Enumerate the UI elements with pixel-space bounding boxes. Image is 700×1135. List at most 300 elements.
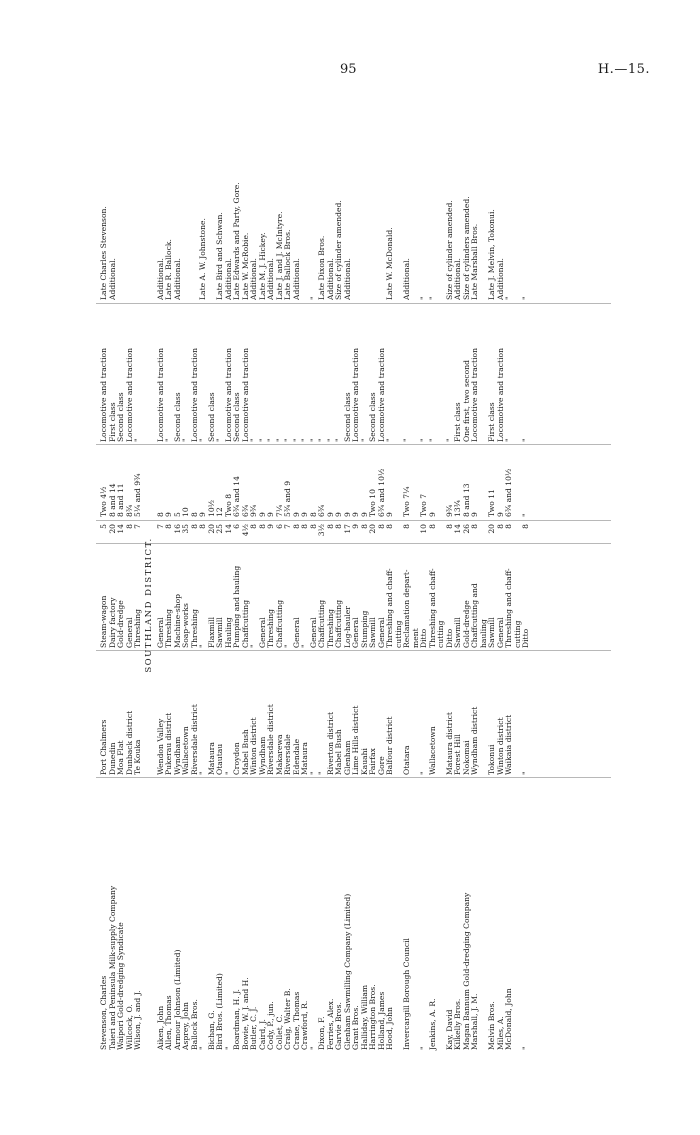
cell-rem: Late Marshall Bros. — [470, 223, 479, 300]
cell-name: Asprey, John — [181, 1002, 190, 1050]
cell-n2: 13¾ — [453, 499, 462, 517]
cell-purpose: Soap-works — [181, 603, 190, 648]
cell-name: Jenkins, A. R. — [427, 998, 437, 1050]
cell-purpose: Pumping and hauling — [232, 565, 241, 648]
cell-n1: 6 — [232, 524, 241, 529]
cell-name: Bichan, G. — [206, 1010, 216, 1050]
cell-rem: Late Dixon Bros. — [317, 235, 326, 300]
cell-rem: Late Charles Stevenson. — [99, 206, 108, 300]
cell-cls: Second class — [342, 392, 352, 442]
cell-cls: " — [274, 438, 284, 442]
cell-n2: 8 and 14 — [107, 483, 117, 517]
cell-place: Forest Hill — [453, 734, 462, 775]
cell-cls: Locomotive and traction — [223, 348, 233, 442]
cell-cls: Second class — [116, 392, 125, 442]
cell-purpose: Sawmill — [487, 617, 496, 648]
cell-cls: First class — [453, 402, 462, 442]
cell-place: Wyndham — [172, 736, 182, 775]
cell-n2: 9 — [334, 512, 343, 517]
cell-place: Moa Flat — [116, 740, 125, 775]
cell-n1: 8 — [249, 524, 258, 529]
cell-cls: Locomotive and traction — [124, 348, 134, 442]
cell-rem: Size of cylinder amended. — [444, 200, 454, 300]
cell-n1: 25 — [215, 524, 224, 534]
cell-purpose: Chaffcutting — [274, 599, 284, 648]
cell-n1: 20 — [206, 524, 216, 534]
cell-cls: " — [504, 438, 513, 442]
cell-n2: 9 — [359, 512, 369, 517]
cell-place: Riverton district — [325, 711, 335, 775]
cell-n1: 9 — [266, 524, 275, 529]
table-row — [514, 160, 523, 1050]
cell-cls: " — [427, 438, 437, 442]
cell-purpose: hauling — [478, 619, 488, 648]
cell-name: Armour Johnson (Limited) — [172, 949, 182, 1050]
cell-rem: Additional. — [342, 258, 352, 300]
cell-n2: Two 10 — [368, 489, 377, 517]
cell-name: Crane, Thomas — [291, 991, 301, 1050]
cell-purpose: General — [495, 617, 505, 648]
cell-rem: Late Bird and Schwan. — [215, 212, 224, 300]
cell-n2: 10 — [181, 507, 190, 517]
cell-purpose: Threshing — [325, 608, 335, 648]
cell-name: Collet, C. — [274, 1014, 284, 1050]
cell-cls: Locomotive and traction — [470, 348, 479, 442]
cell-cls: " — [419, 438, 428, 442]
cell-place: Riversdale district — [266, 704, 275, 775]
cell-place: Lime Hills district — [351, 705, 360, 775]
table-row — [293, 160, 302, 1050]
table-row — [412, 160, 421, 1050]
cell-name: Halliday, William — [359, 984, 369, 1050]
cell-cls: " — [317, 438, 326, 442]
cell-place: Mabel Bush — [240, 729, 250, 775]
cell-rem: Late A. W. Johnstone. — [198, 218, 207, 300]
cell-cls: One first, two second — [461, 360, 471, 442]
cell-place: Waikaia district — [504, 714, 513, 775]
cell-place: Port Chalmers — [99, 719, 108, 775]
cell-rem: Size of cylinder amended. — [334, 200, 343, 300]
cell-name: McDonald, John — [504, 988, 513, 1050]
cell-n1: 14 — [223, 524, 233, 534]
cell-rem: Additional. — [453, 258, 462, 300]
cell-name: Glenham Sawmilling Company (Limited) — [342, 893, 352, 1050]
table-row — [522, 160, 531, 1050]
cell-cls: " — [444, 438, 454, 442]
cell-place: Pukerau district — [164, 712, 173, 775]
cell-n2: " — [521, 513, 530, 517]
cell-rem: Additional. — [325, 258, 335, 300]
cell-place: Croydon — [232, 742, 241, 775]
cell-name: Allen, Thomas — [164, 995, 173, 1050]
table-row — [344, 160, 353, 1050]
cell-place: Wallacetown — [181, 726, 190, 775]
cell-place: Otatara — [402, 745, 411, 775]
cell-cls: " — [308, 438, 318, 442]
cell-rem: Additional. — [172, 258, 182, 300]
cell-n2: 12 — [215, 507, 224, 517]
cell-cls: " — [359, 438, 369, 442]
table-row — [471, 160, 480, 1050]
cell-n2: 9 — [257, 512, 267, 517]
cell-n2: 9 — [325, 512, 335, 517]
cell-n2: 8¾ — [124, 504, 134, 517]
cell-rem: Additional. — [107, 258, 117, 300]
cell-n2: 6¾ — [240, 504, 250, 517]
cell-n2: 9 — [300, 512, 309, 517]
cell-n2: 6¾ — [317, 504, 326, 517]
cell-n1: 8 — [308, 524, 318, 529]
cell-name: Taieri and Peninsula Milk-supply Company — [107, 885, 117, 1050]
cell-rem: Size of cylinders amended. — [461, 196, 471, 300]
cell-cls: Second class — [368, 392, 377, 442]
cell-name: " — [308, 1046, 318, 1050]
cell-n2: 9 — [164, 512, 173, 517]
cell-purpose: Ditto — [419, 628, 428, 648]
cell-cls: " — [164, 438, 173, 442]
cell-cls: Locomotive and traction — [351, 348, 360, 442]
cell-rem: Late W. McRobie. — [240, 232, 250, 300]
cell-name: Cody, P., jun. — [266, 1001, 275, 1050]
cell-n1: 5 — [99, 524, 108, 529]
cell-place: Winton district — [495, 717, 505, 775]
cell-n2: 8 — [189, 512, 199, 517]
cell-n1: 7 — [155, 524, 165, 529]
cell-n2: 8 and 13 — [461, 483, 471, 517]
cell-name: Caird, J. — [257, 1019, 267, 1050]
cell-rem: Late W. McDonald. — [385, 227, 394, 300]
cell-purpose: Threshing and chaff- — [427, 568, 437, 648]
cell-cls: Second class — [172, 392, 182, 442]
cell-place: Balfour district — [385, 716, 394, 775]
cell-place: " — [419, 771, 428, 775]
cell-n1: 8 — [300, 524, 309, 529]
table-row — [117, 160, 126, 1050]
cell-name: Holland, James — [376, 991, 386, 1050]
boiler-register-table — [96, 160, 611, 1050]
table-row — [369, 160, 378, 1050]
cell-n2: 9 — [342, 512, 352, 517]
cell-purpose: Threshing — [164, 608, 173, 648]
cell-n2: 8 — [308, 512, 318, 517]
cell-n2: 9 — [385, 512, 394, 517]
cell-rem: " — [419, 296, 428, 300]
cell-cls: Locomotive and traction — [495, 348, 505, 442]
cell-n1: 8 — [198, 524, 207, 529]
cell-n1: 8 — [444, 524, 454, 529]
cell-name: Grant Bros. — [351, 1005, 360, 1050]
cell-purpose: General — [376, 617, 386, 648]
cell-n1: 4½ — [240, 524, 250, 537]
cell-n1: 8 — [189, 524, 199, 529]
table-row — [429, 160, 438, 1050]
cell-rem: Additional. — [495, 258, 505, 300]
cell-n2: Two 7 — [419, 493, 428, 517]
cell-n2: 9¾ — [249, 504, 258, 517]
cell-n1: 14 — [453, 524, 462, 534]
cell-n1: 20 — [487, 524, 496, 534]
cell-place: Dunedin — [107, 742, 117, 775]
cell-place: Kauahi — [359, 748, 369, 775]
cell-purpose: Ditto — [521, 628, 530, 648]
cell-cls: " — [249, 438, 258, 442]
cell-cls: Locomotive and traction — [155, 348, 165, 442]
table-row — [199, 160, 208, 1050]
cell-purpose: Chaffcutting — [317, 599, 326, 648]
cell-n2: 9 — [351, 512, 360, 517]
cell-cls: " — [334, 438, 343, 442]
cell-cls: Second class — [206, 392, 216, 442]
cell-name: Ferries, Alex. — [325, 998, 335, 1050]
cell-rem: Additional. — [402, 258, 411, 300]
cell-purpose: cutting — [436, 620, 445, 648]
table-row — [134, 160, 143, 1050]
cell-n1: 8 — [504, 524, 513, 529]
cell-n1: 8 — [257, 524, 267, 529]
table-row — [126, 160, 135, 1050]
page-number: 95 — [340, 62, 357, 77]
cell-name: Melvin Bros. — [487, 1001, 496, 1050]
cell-rem: " — [504, 296, 513, 300]
cell-n2: Two 7¼ — [402, 486, 411, 517]
table-row — [301, 160, 310, 1050]
cell-n2: 9 — [198, 512, 207, 517]
cell-cls: Locomotive and traction — [189, 348, 199, 442]
cell-n2: Two 11 — [487, 489, 496, 517]
cell-purpose: " — [198, 644, 207, 648]
cell-name: Ballock Bros. — [189, 999, 199, 1050]
cell-n2: Two 4½ — [99, 486, 108, 517]
cell-name: Invercargill Borough Council — [402, 938, 411, 1050]
cell-purpose: Ditto — [444, 628, 454, 648]
cell-n2: 9 — [470, 512, 479, 517]
cell-purpose: General — [291, 617, 301, 648]
cell-purpose: General — [124, 617, 134, 648]
cell-purpose: Hauling — [223, 617, 233, 648]
cell-cls: " — [385, 438, 394, 442]
page-reference: H.—15. — [597, 62, 650, 77]
cell-cls: Locomotive and traction — [99, 348, 108, 442]
cell-name: Craig, Walter B. — [283, 988, 292, 1050]
cell-purpose: Gold-dredge — [461, 600, 471, 648]
cell-cls: " — [266, 438, 275, 442]
cell-n2: 5¼ and 9¾ — [133, 473, 142, 517]
cell-cls: Locomotive and traction — [240, 348, 250, 442]
cell-name: Waipori Gold-dredging Syndicate — [116, 922, 125, 1050]
cell-n1: 8 — [164, 524, 173, 529]
cell-cls: " — [291, 438, 301, 442]
table-row — [352, 160, 361, 1050]
cell-place: Otautau — [215, 743, 224, 775]
cell-n1: 8 — [124, 524, 134, 529]
cell-rem: Additional. — [266, 258, 275, 300]
cell-n1: 3½ — [317, 524, 326, 537]
cell-n1: 26 — [461, 524, 471, 534]
cell-purpose: Reclamation depart- — [402, 569, 411, 648]
section-title: SOUTHLAND DISTRICT. — [143, 537, 154, 673]
cell-place: Tokonui — [487, 744, 496, 775]
cell-rem: Additional. — [155, 258, 165, 300]
cell-purpose: Dairy factory — [107, 597, 117, 648]
cell-rem: Late Edwards and Party, Gore. — [232, 182, 241, 300]
cell-cls: Locomotive and traction — [376, 348, 386, 442]
cell-rem: Late M. J. Hickey. — [257, 232, 267, 300]
cell-n1: 8 — [402, 524, 411, 529]
cell-n1: 16 — [172, 524, 182, 534]
cell-name: " — [223, 1046, 233, 1050]
cell-purpose: Sawmill — [453, 617, 462, 648]
cell-n2: 5¾ and 9 — [283, 480, 292, 517]
cell-n2: Two 8 — [223, 493, 233, 517]
cell-n2: 6¾ and 10½ — [376, 468, 386, 517]
cell-purpose: Stumping — [359, 610, 369, 648]
cell-purpose: General — [155, 617, 165, 648]
cell-cls: First class — [107, 402, 117, 442]
cell-name: Kilkelly Bros. — [453, 998, 462, 1050]
cell-name: Marshall, J. M. — [470, 993, 479, 1050]
cell-purpose: Log-hauler — [342, 606, 352, 648]
cell-place: Makarewa — [274, 734, 284, 775]
cell-purpose: Chaffcutting — [334, 599, 343, 648]
cell-rem: " — [521, 296, 530, 300]
cell-place: Riversdale — [283, 734, 292, 775]
cell-cls: " — [257, 438, 267, 442]
table-row — [386, 160, 395, 1050]
cell-cls: " — [521, 438, 530, 442]
cell-n1: 8 — [521, 524, 530, 529]
cell-cls: First class — [487, 402, 496, 442]
cell-place: Gore — [376, 756, 386, 775]
cell-cls: " — [325, 438, 335, 442]
cell-name: Garvie Bros. — [334, 1002, 343, 1050]
cell-n1: 8 — [470, 524, 479, 529]
cell-purpose: Threshing — [133, 608, 142, 648]
cell-purpose: ment — [410, 628, 420, 648]
cell-name: Harrington Bros. — [368, 984, 377, 1050]
cell-n1: 9 — [351, 524, 360, 529]
cell-place: Fairfax — [368, 748, 377, 775]
cell-cls: " — [133, 438, 142, 442]
cell-rem: Late R. Ballock. — [164, 239, 173, 300]
cell-name: Crawford, R. — [300, 1000, 309, 1050]
cell-purpose: Threshing and chaff- — [504, 568, 513, 648]
cell-n1: 17 — [342, 524, 352, 534]
cell-purpose: General — [257, 617, 267, 648]
cell-cls: " — [181, 438, 190, 442]
cell-n1: 8 — [334, 524, 343, 529]
cell-n1: 7 — [133, 524, 142, 529]
cell-n2: 8 — [155, 512, 165, 517]
cell-place: Glenham — [342, 740, 352, 775]
cell-cls: " — [300, 438, 309, 442]
cell-name: Kay, David — [444, 1009, 454, 1050]
cell-rem: Additional. — [223, 258, 233, 300]
cell-name: " — [419, 1046, 428, 1050]
cell-purpose: cutting — [393, 620, 403, 648]
cell-name: Willcock, O. — [124, 1004, 134, 1050]
cell-place: Winton district — [249, 717, 258, 775]
cell-place: Dunback district — [124, 710, 134, 775]
cell-rem: Late Ballock Bros. — [283, 229, 292, 300]
cell-rem: " — [308, 296, 318, 300]
table-row — [182, 160, 191, 1050]
cell-place: Mataura district — [444, 712, 454, 775]
cell-cls: " — [215, 438, 224, 442]
cell-purpose: Flaxmill — [206, 617, 216, 648]
table-row — [505, 160, 514, 1050]
cell-rem: Late J. and J. McIntyre. — [274, 211, 284, 300]
cell-name: Boardman, H. J. — [232, 989, 241, 1050]
cell-name: Hood, John — [385, 1007, 394, 1050]
cell-n1: 8 — [385, 524, 394, 529]
cell-n1: 7 — [283, 524, 292, 529]
cell-name: Bowie, W. J. and H. — [240, 977, 250, 1050]
cell-name: Wilson, J. and J. — [133, 990, 142, 1050]
cell-n2: 10½ — [206, 499, 216, 517]
cell-n2: 9 — [291, 512, 301, 517]
cell-n1: 14 — [116, 524, 125, 534]
cell-rem: Additional. — [249, 258, 258, 300]
cell-name: Butler, C. J. — [249, 1006, 258, 1050]
cell-name: Bird Bros. (Limited) — [215, 973, 224, 1050]
cell-place: Wallacetown — [427, 726, 437, 775]
cell-name: Magan Bannum Gold-dredging Company — [461, 892, 471, 1050]
cell-purpose: cutting — [512, 620, 522, 648]
cell-cls: Second class — [232, 392, 241, 442]
cell-rem: " — [427, 296, 437, 300]
table-row — [403, 160, 412, 1050]
cell-place: Mataura — [206, 742, 216, 775]
cell-name: " — [198, 1046, 207, 1050]
cell-n1: 20 — [107, 524, 117, 534]
cell-purpose: Chaffcutting — [240, 599, 250, 648]
cell-purpose: General — [308, 617, 318, 648]
cell-n1: 8 — [427, 524, 437, 529]
cell-purpose: " — [300, 644, 309, 648]
cell-purpose: Chaffcutting and — [470, 583, 479, 648]
cell-name: Miles, A. — [495, 1016, 505, 1050]
cell-rem: Additional. — [291, 258, 301, 300]
cell-place: Riversdale district — [189, 704, 199, 775]
cell-name: Stevenson, Charles — [99, 975, 108, 1050]
cell-n1: 8 — [359, 524, 369, 529]
cell-n1: 8 — [325, 524, 335, 529]
cell-purpose: Sawmill — [215, 617, 224, 648]
cell-purpose: Threshing and chaff- — [385, 568, 394, 648]
cell-cls: " — [198, 438, 207, 442]
cell-purpose: Machine-shop — [172, 593, 182, 648]
cell-n1: 10 — [419, 524, 428, 534]
cell-place: Nokomai — [461, 740, 471, 775]
cell-name: " — [521, 1046, 530, 1050]
cell-cls: " — [402, 438, 411, 442]
cell-name: Aiken, John — [155, 1005, 165, 1050]
table-row — [361, 160, 370, 1050]
cell-place: Edendale — [291, 738, 301, 775]
cell-n1: 8 — [495, 524, 505, 529]
cell-n1: 20 — [368, 524, 377, 534]
cell-purpose: Threshing — [189, 608, 199, 648]
cell-place: " — [223, 771, 233, 775]
cell-purpose: General — [351, 617, 360, 648]
cell-cls: " — [283, 438, 292, 442]
cell-n2: 6¾ and 10½ — [504, 468, 513, 517]
cell-place: " — [198, 771, 207, 775]
cell-place: " — [521, 771, 530, 775]
cell-purpose: " — [249, 644, 258, 648]
cell-place: Wyndham — [257, 736, 267, 775]
cell-place: Mabel Bush — [334, 729, 343, 775]
